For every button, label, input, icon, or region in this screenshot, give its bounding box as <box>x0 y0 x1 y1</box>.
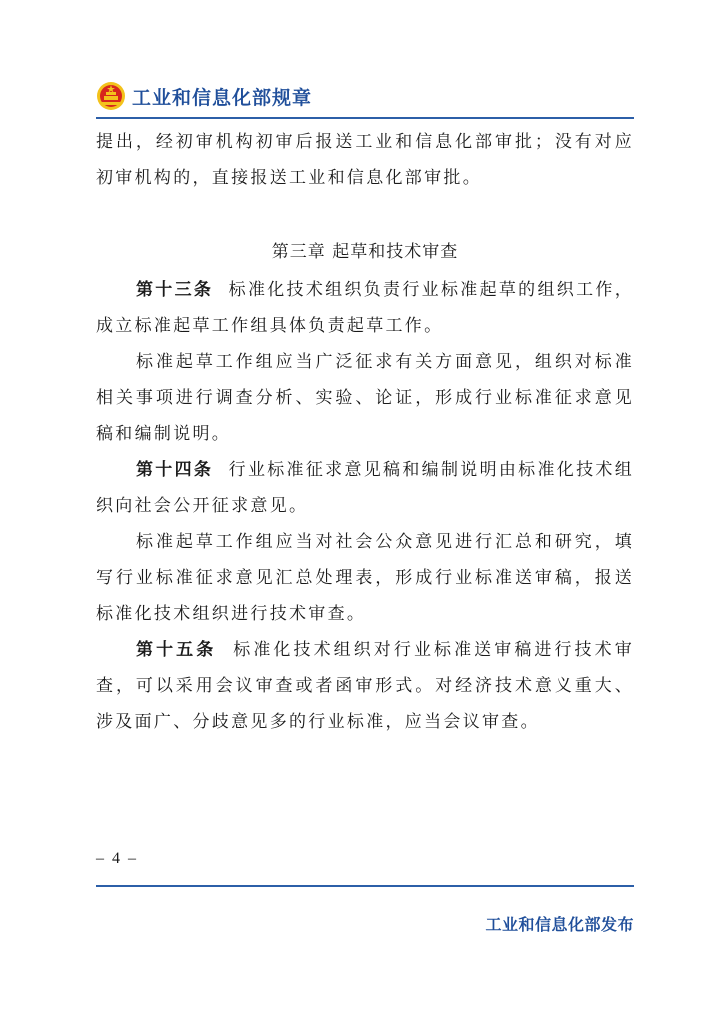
article-number: 第十五条 <box>136 640 217 660</box>
header-rule <box>96 117 634 119</box>
article-text: 标准化技术组织负责行业标准起草的组织工作，成立标准起草工作组具体负责起草工作。 <box>96 280 634 336</box>
chapter-title: 第三章 起草和技术审查 <box>271 242 459 262</box>
article-paragraph <box>96 632 634 740</box>
header-title: 工业和信息化部规章 <box>132 86 313 109</box>
article-number: 第十四条 <box>136 460 214 480</box>
article-paragraph <box>96 344 634 452</box>
page-header <box>96 78 312 114</box>
footer-publisher: 工业和信息化部发布 <box>485 915 634 934</box>
article-text: 行业标准征求意见稿和编制说明由标准化技术组织向社会公开征求意见。 <box>96 460 634 516</box>
article-text: 标准起草工作组应当对社会公众意见进行汇总和研究，填写行业标准征求意见汇总处理表，形成行业标准送审稿，报送标准化技术组织进行技术审查。 <box>96 532 634 624</box>
article-paragraph <box>96 524 634 632</box>
article-text: 标准起草工作组应当广泛征求有关方面意见，组织对标准相关事项进行调查分析、实验、论证，形成行业标准征求意见稿和编制说明。 <box>96 352 634 444</box>
page-number: – 4 – <box>96 850 138 867</box>
article-text: 标准化技术组织对行业标准送审稿进行技术审查，可以采用会议审查或者函审形式。对经济技术意义重大、涉及面广、分歧意见多的行业标准，应当会议审查。 <box>96 640 635 732</box>
article-paragraph <box>96 452 634 524</box>
document-body <box>96 124 634 740</box>
intro-paragraph: 提出，经初审机构初审后报送工业和信息化部审批；没有对应初审机构的，直接报送工业和信息化部审批。 <box>96 132 634 188</box>
footer-rule <box>96 885 634 887</box>
national-emblem-icon <box>96 81 126 111</box>
article-number: 第十三条 <box>136 280 214 300</box>
article-paragraph <box>96 272 634 344</box>
